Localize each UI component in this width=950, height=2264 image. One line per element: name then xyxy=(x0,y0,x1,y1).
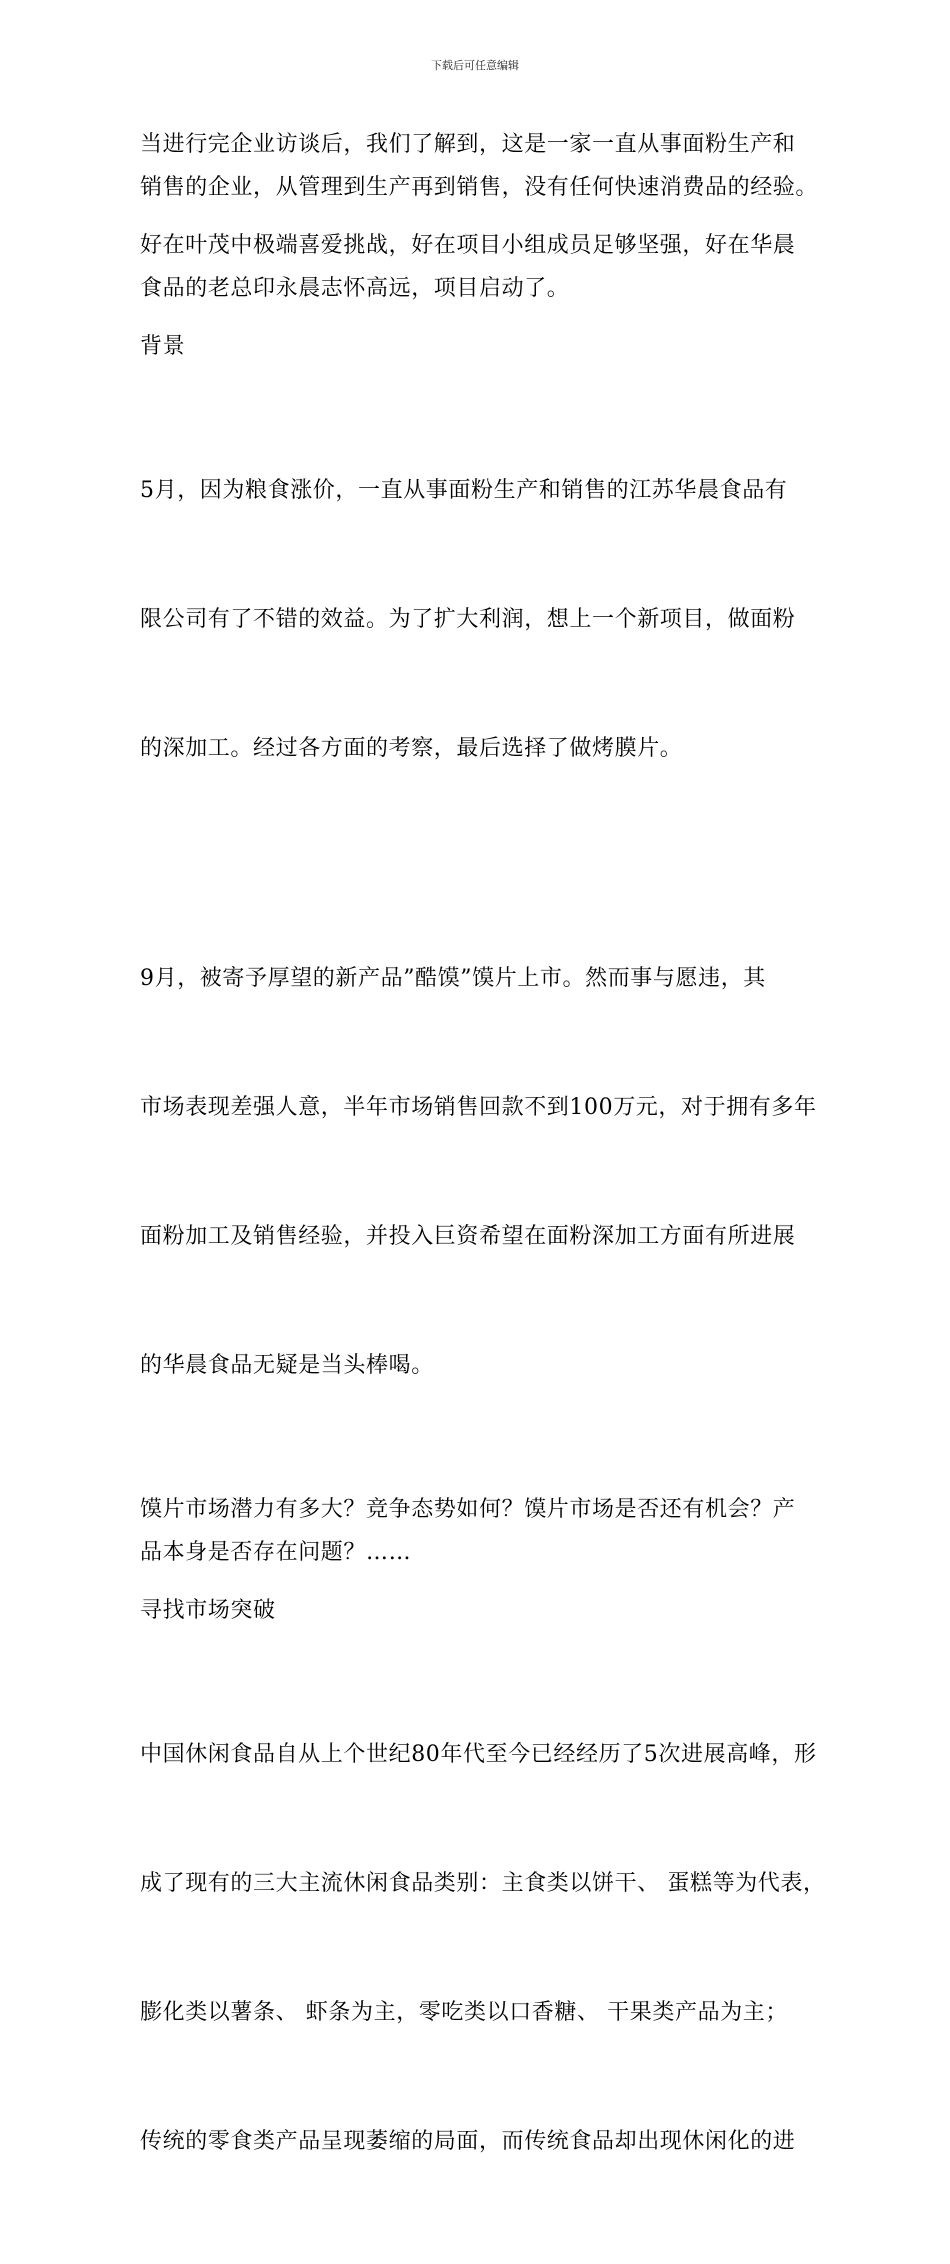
document-body xyxy=(140,123,826,2264)
heading-text: 寻找市场突破 xyxy=(140,1598,276,1623)
text-line: 成了现有的三大主流休闲食品类别：主食类以饼干、 蛋糕等为代表， xyxy=(140,1871,826,1896)
text-line: 5月，因为粮食涨价，一直从事面粉生产和销售的江苏华晨食品有 xyxy=(140,478,788,503)
paragraph-september xyxy=(140,871,817,1473)
heading-text: 背景 xyxy=(140,334,186,359)
section-heading-market-breakthrough xyxy=(140,1589,812,1632)
text-line: 馍片市场潜力有多大？竞争态势如何？馍片市场是否还有机会？产 xyxy=(140,1497,796,1522)
text-line: 面粉加工及销售经验，并投入巨资希望在面粉深加工方面有所进展 xyxy=(140,1224,796,1249)
paragraph-interview xyxy=(140,123,819,209)
text-line: 当进行完企业访谈后，我们了解到，这是一家一直从事面粉生产和 xyxy=(140,132,796,157)
text-line: 传统的零食类产品呈现萎缩的局面，而传统食品却出现休闲化的进 xyxy=(140,2129,796,2154)
text-line: 膨化类以薯条、 虾条为主，零吃类以口香糖、 干果类产品为主； xyxy=(140,2000,788,2025)
text-line: 的华晨食品无疑是当头棒喝。 xyxy=(140,1353,434,1378)
text-line: 9月，被寄予厚望的新产品”酷馍”馍片上市。然而事与愿违，其 xyxy=(140,966,766,991)
text-line: 食品的老总印永晨志怀高远，项目启动了。 xyxy=(140,276,570,301)
paragraph-questions xyxy=(140,1488,812,1574)
page-header: 下载后可任意编辑 xyxy=(431,59,519,72)
paragraph-project-start xyxy=(140,224,812,310)
section-heading-background xyxy=(140,325,812,368)
text-line: 的深加工。经过各方面的考察，最后选择了做烤膜片。 xyxy=(140,736,683,761)
text-line: 限公司有了不错的效益。为了扩大利润，想上一个新项目，做面粉 xyxy=(140,607,796,632)
paragraph-may xyxy=(140,383,812,856)
text-line: 品本身是否存在问题？…… xyxy=(140,1540,412,1565)
paragraph-snack-industry xyxy=(140,1647,826,2249)
text-line: 好在叶茂中极端喜爱挑战，好在项目小组成员足够坚强，好在华晨 xyxy=(140,233,796,258)
text-line: 销售的企业，从管理到生产再到销售，没有任何快速消费品的经验。 xyxy=(140,175,819,200)
text-line: 市场表现差强人意，半年市场销售回款不到100万元，对于拥有多年 xyxy=(140,1095,817,1120)
text-line: 中国休闲食品自从上个世纪80年代至今已经经历了5次进展高峰，形 xyxy=(140,1742,817,1767)
